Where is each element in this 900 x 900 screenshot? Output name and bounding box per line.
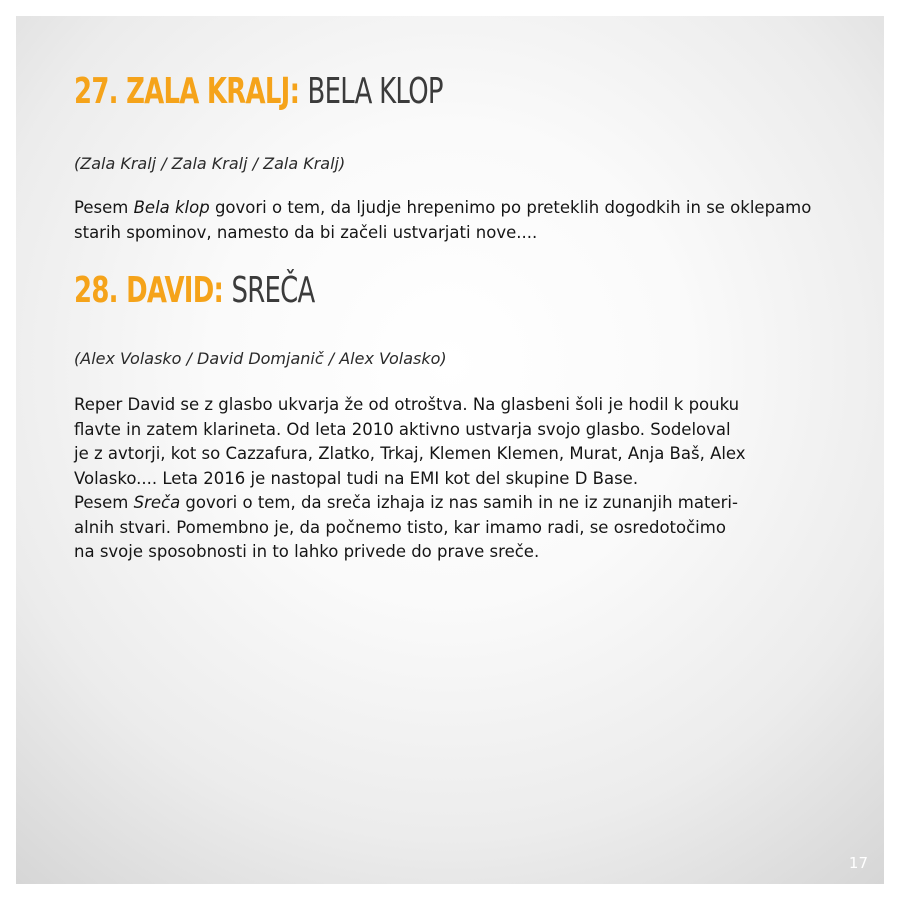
description-text: alnih stvari. Pomembno je, da počnemo tisto, kar imamo radi, se osredotočimo bbox=[74, 517, 726, 537]
description-song-name: Bela klop bbox=[133, 198, 210, 217]
booklet-page bbox=[16, 16, 884, 884]
page-number: 17 bbox=[848, 854, 868, 872]
song-description bbox=[74, 196, 842, 245]
bio-line: Reper David se z glasbo ukvarja že od otroštva. Na glasbeni šoli je hodil k pouku bbox=[74, 395, 740, 414]
song-title: SREČA bbox=[231, 270, 315, 311]
bio-line: Volasko.... Leta 2016 je nastopal tudi na EMI kot del skupine D Base. bbox=[74, 468, 639, 488]
song-artist: DAVID: bbox=[126, 270, 224, 311]
description-text: na svoje sposobnosti in to lahko privede do prave sreče. bbox=[74, 542, 540, 561]
song-description bbox=[74, 393, 842, 565]
description-lead: Pesem bbox=[74, 198, 134, 217]
song-title: BELA KLOP bbox=[307, 71, 443, 112]
song-credits: (Alex Volasko / David Domjanič / Alex Volasko) bbox=[74, 349, 447, 368]
song-entry-28 bbox=[74, 263, 842, 565]
song-artist: ZALA KRALJ: bbox=[126, 71, 300, 112]
song-number: 28. bbox=[74, 270, 118, 311]
song-entry-27 bbox=[74, 64, 842, 245]
song-heading bbox=[74, 263, 627, 319]
song-heading bbox=[74, 64, 627, 120]
bio-line: je z avtorji, kot so Cazzafura, Zlatko, Trkaj, Klemen Klemen, Murat, Anja Baš, Alex bbox=[74, 444, 746, 463]
page-content bbox=[74, 64, 842, 565]
description-text: govori o tem, da ljudje hrepenimo po preteklih dogodkih in se oklepamo starih spominov, namesto da bi začeli ustvarjati nove.... bbox=[74, 198, 812, 242]
description-song-name: Sreča bbox=[133, 493, 181, 512]
song-credits: (Zala Kralj / Zala Kralj / Zala Kralj) bbox=[74, 154, 346, 173]
description-lead: Pesem bbox=[74, 493, 134, 512]
description-text: govori o tem, da sreča izhaja iz nas samih in ne iz zunanjih materi- bbox=[180, 493, 738, 512]
bio-line: flavte in zatem klarineta. Od leta 2010 aktivno ustvarja svojo glasbo. Sodeloval bbox=[74, 419, 731, 439]
song-number: 27. bbox=[74, 71, 118, 112]
